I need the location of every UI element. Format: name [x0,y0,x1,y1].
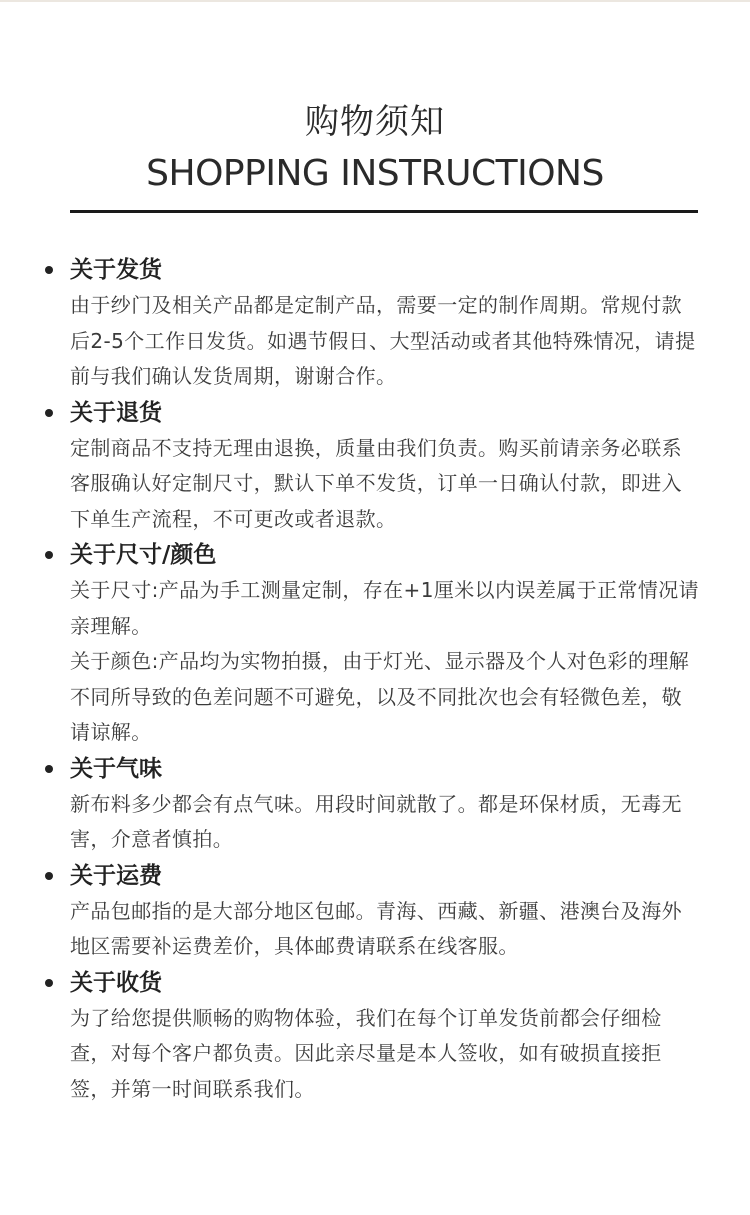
section-heading-text: 关于运费 [70,862,162,889]
section-heading [70,751,702,787]
section-paragraph: 由于纱门及相关产品都是定制产品，需要一定的制作周期。常规付款后2-5个工作日发货。如遇节假日、大型活动或者其他特殊情况，请提前与我们确认发货周期，谢谢合作。 [70,293,696,388]
section-heading [70,965,702,1001]
bullet-dot-icon [45,551,53,559]
section-heading [70,252,702,288]
section-heading-text: 关于尺寸/颜色 [70,542,217,568]
section-paragraph: 关于尺寸:产品为手工测量定制，存在+1厘米以内误差属于正常情况请亲理解。 [70,578,700,638]
section-heading-text: 关于退货 [70,399,162,426]
page-title-cn: 购物须知 [305,102,445,142]
section-heading [70,858,702,894]
bullet-dot-icon [45,872,53,880]
section-heading [70,395,702,431]
section-returns [70,395,702,538]
section-heading-text: 关于收货 [70,969,162,996]
bullet-dot-icon [45,266,53,274]
section-heading [70,537,702,573]
section-receiving [70,965,702,1108]
instructions-list [70,252,702,1107]
section-paragraph: 产品包邮指的是大部分地区包邮。青海、西藏、新疆、港澳台及海外地区需要补运费差价，具体邮费请联系在线客服。 [70,898,682,958]
section-heading-text: 关于气味 [70,755,162,782]
section-shipping [70,252,702,395]
section-paragraph: 关于颜色:产品均为实物拍摄，由于灯光、显示器及个人对色彩的理解不同所导致的色差问题不可避免，以及不同批次也会有轻微色差，敬请谅解。 [70,649,690,744]
header-divider [70,210,698,213]
section-paragraph: 新布料多少都会有点气味。用段时间就散了。都是环保材质，无毒无害，介意者慎拍。 [70,791,682,851]
page-title-en: SHOPPING INSTRUCTIONS [146,153,604,194]
bullet-dot-icon [45,979,53,987]
page-header [0,96,750,198]
section-heading-text: 关于发货 [70,257,162,283]
section-paragraph: 为了给您提供顺畅的购物体验，我们在每个订单发货前都会仔细检查，对每个客户都负责。因此亲尽量是本人签收，如有破损直接拒签，并第一时间联系我们。 [70,1005,662,1101]
section-paragraph: 定制商品不支持无理由退换，质量由我们负责。购买前请亲务必联系客服确认好定制尺寸，默认下单不发货，订单一日确认付款，即进入下单生产流程，不可更改或者退款。 [70,435,682,531]
section-shipping-fee [70,858,702,965]
bullet-dot-icon [45,765,53,773]
top-edge-line [0,0,750,2]
section-odor [70,751,702,858]
section-size-color [70,537,702,751]
bullet-dot-icon [45,409,53,417]
